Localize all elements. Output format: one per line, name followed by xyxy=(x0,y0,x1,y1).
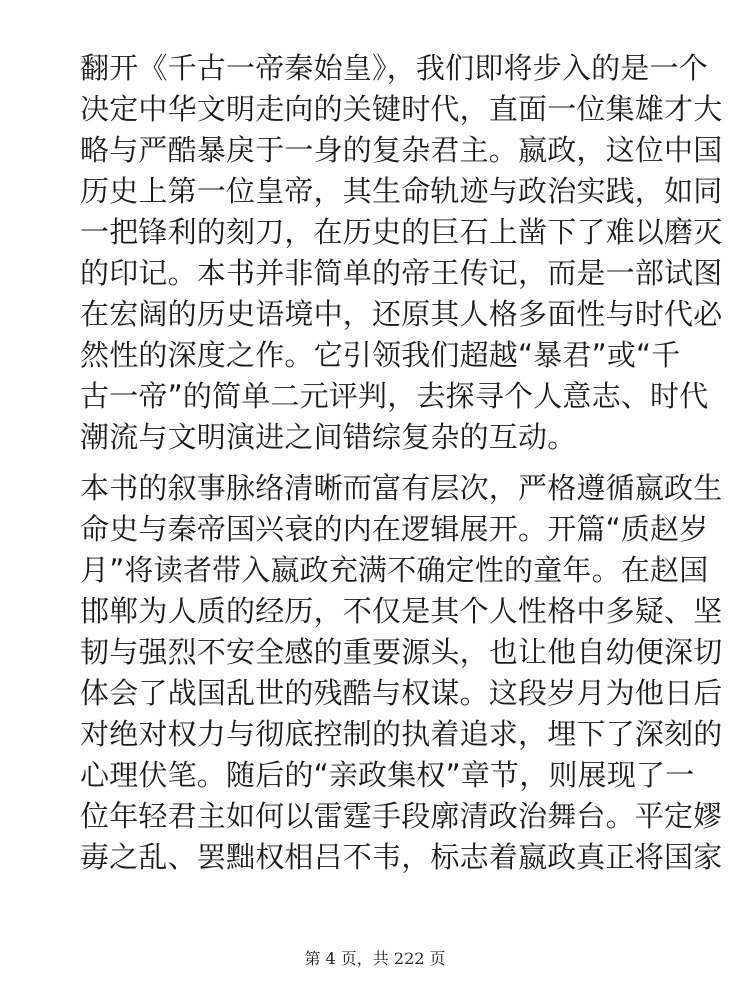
page-number-footer: 第 4 页，共 222 页 xyxy=(304,949,446,968)
text-line: 体会了战国乱世的残酷与权谋。这段岁月为他日后 xyxy=(80,676,723,710)
text-line: 决定中华文明走向的关键时代，直面一位集雄才大 xyxy=(80,92,723,126)
text-line: 略与严酷暴戾于一身的复杂君主。嬴政，这位中国 xyxy=(80,133,723,167)
text-line: 古一帝”的简单二元评判，去探寻个人意志、时代 xyxy=(80,379,709,413)
text-line: 心理伏笔。随后的“亲政集权”章节，则展现了一 xyxy=(80,758,695,792)
body-text xyxy=(80,48,723,878)
text-line: 对绝对权力与彻底控制的执着追求，埋下了深刻的 xyxy=(80,717,723,751)
text-line: 本书的叙事脉络清晰而富有层次，严格遵循嬴政生 xyxy=(80,471,723,505)
text-line: 韧与强烈不安全感的重要源头，也让他自幼便深切 xyxy=(80,635,723,669)
text-line: 的印记。本书并非简单的帝王传记，而是一部试图 xyxy=(80,256,723,290)
text-line: 在宏阔的历史语境中，还原其人格多面性与时代必 xyxy=(80,297,723,331)
text-line: 月”将读者带入嬴政充满不确定性的童年。在赵国 xyxy=(80,553,709,587)
text-line: 然性的深度之作。它引领我们超越“暴君”或“千 xyxy=(80,338,681,372)
text-line: 邯郸为人质的经历，不仅是其个人性格中多疑、坚 xyxy=(80,594,723,628)
paragraph-2 xyxy=(80,468,723,878)
text-line: 历史上第一位皇帝，其生命轨迹与政治实践，如同 xyxy=(80,174,723,208)
text-line: 命史与秦帝国兴衰的内在逻辑展开。开篇“质赵岁 xyxy=(80,512,709,546)
text-line: 潮流与文明演进之间错综复杂的互动。 xyxy=(80,420,577,454)
paragraph-1 xyxy=(80,48,723,458)
text-line: 一把锋利的刻刀，在历史的巨石上凿下了难以磨灭 xyxy=(80,215,723,249)
text-line: 翻开《千古一帝秦始皇》，我们即将步入的是一个 xyxy=(80,51,708,85)
text-line: 位年轻君主如何以雷霆手段廓清政治舞台。平定嫪 xyxy=(80,799,723,833)
text-line: 毐之乱、罢黜权相吕不韦，标志着嬴政真正将国家 xyxy=(80,840,723,874)
